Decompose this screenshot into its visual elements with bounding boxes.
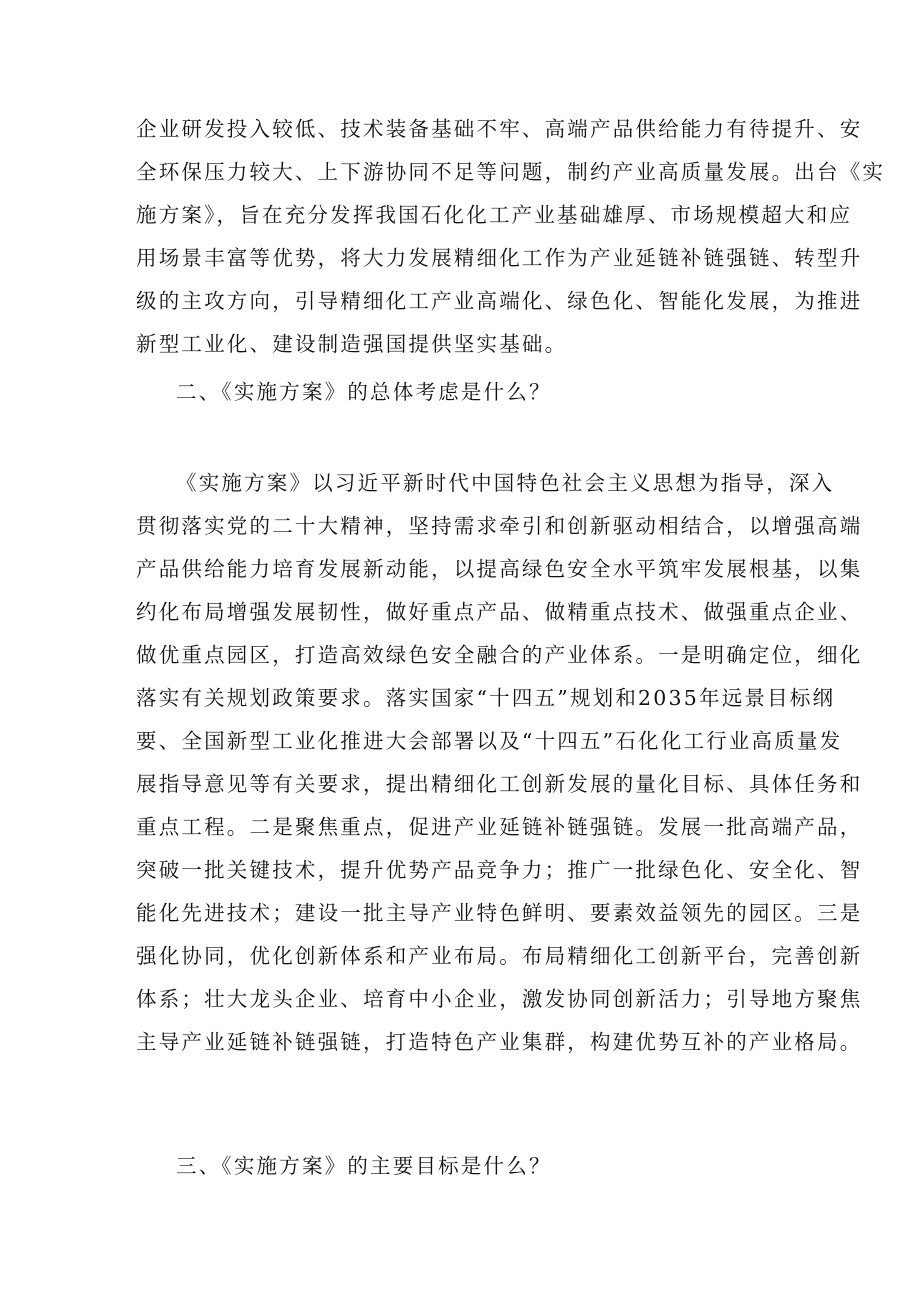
- paragraph-line: 产品供给能力培育发展新动能，以提高绿色安全水平筑牢发展根基，以集: [136, 557, 863, 581]
- paragraph-line: 《实施方案》以习近平新时代中国特色社会主义思想为指导，深入: [176, 471, 835, 495]
- paragraph-overall-considerations: [136, 462, 863, 1064]
- paragraph-line: 级的主攻方向，引导精细化工产业高端化、绿色化、智能化发展，为推进: [136, 289, 863, 313]
- paragraph-line: 体系；壮大龙头企业、培育中小企业，激发协同创新活力；引导地方聚焦: [136, 987, 863, 1011]
- paragraph-line: 做优重点园区，打造高效绿色安全融合的产业体系。一是明确定位，细化: [136, 643, 863, 667]
- paragraph-line: 展指导意见等有关要求，提出精细化工创新发展的量化目标、具体任务和: [136, 772, 863, 796]
- paragraph-line: 新型工业化、建设制造强国提供坚实基础。: [136, 332, 568, 356]
- paragraph-line: 能化先进技术；建设一批主导产业特色鲜明、要素效益领先的园区。三是: [136, 901, 863, 925]
- paragraph-line: 要、全国新型工业化推进大会部署以及“十四五”石化化工行业高质量发: [136, 729, 843, 753]
- paragraph-reasons: [136, 108, 886, 366]
- paragraph-line: 企业研发投入较低、技术装备基础不牢、高端产品供给能力有待提升、安: [136, 117, 863, 141]
- paragraph-line: 强化协同，优化创新体系和产业布局。布局精细化工创新平台，完善创新: [136, 944, 863, 968]
- paragraph-line: 突破一批关键技术，提升优势产品竞争力；推广一批绿色化、安全化、智: [136, 858, 863, 882]
- section-heading-2: 二、《实施方案》的总体考虑是什么？: [176, 380, 552, 404]
- paragraph-line: 贯彻落实党的二十大精神，坚持需求牵引和创新驱动相结合，以增强高端: [136, 514, 863, 538]
- paragraph-line: 约化布局增强发展韧性，做好重点产品、做精重点技术、做强重点企业、: [136, 600, 863, 624]
- paragraph-line: 施方案》，旨在充分发挥我国石化化工产业基础雄厚、市场规模超大和应: [136, 203, 853, 227]
- paragraph-line: 落实有关规划政策要求。落实国家“十四五”规划和2035年远景目标纲: [136, 686, 836, 710]
- paragraph-line: 用场景丰富等优势，将大力发展精细化工作为产业延链补链强链、转型升: [136, 246, 863, 270]
- paragraph-line: 全环保压力较大、上下游协同不足等问题，制约产业高质量发展。出台《实: [136, 160, 886, 184]
- section-heading-3: 三、《实施方案》的主要目标是什么？: [176, 1154, 552, 1178]
- paragraph-line: 主导产业延链补链强链，打造特色产业集群，构建优势互补的产业格局。: [136, 1030, 863, 1054]
- paragraph-line: 重点工程。二是聚焦重点，促进产业延链补链强链。发展一批高端产品，: [136, 815, 863, 839]
